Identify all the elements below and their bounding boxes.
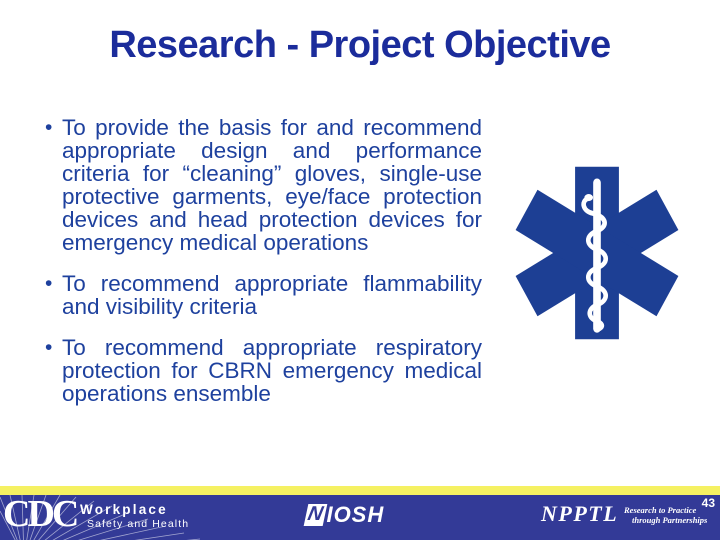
bullet-marker: • bbox=[45, 116, 53, 139]
bullet-marker: • bbox=[45, 336, 53, 359]
bullet-text: To recommend appropriate flammability and visibility criteria bbox=[62, 271, 482, 319]
npptl-logo: NPPTL bbox=[541, 501, 619, 526]
cdc-tagline bbox=[80, 502, 189, 530]
star-of-life-svg bbox=[514, 165, 680, 341]
cdc-tagline-line2: Safety and Health bbox=[87, 518, 190, 530]
footer-band bbox=[0, 495, 720, 540]
npptl-tagline-line1: Research to Practice bbox=[624, 505, 697, 515]
npptl-tagline-line2: through Partnerships bbox=[632, 514, 708, 525]
snake-head bbox=[584, 194, 593, 201]
slide-title: Research - Project Objective bbox=[109, 24, 611, 66]
niosh-logo bbox=[306, 502, 384, 528]
bullet-text: To recommend appropriate respiratory protection for CBRN emergency medical operations ensemble bbox=[62, 335, 482, 406]
niosh-logo-n-block: N bbox=[304, 504, 328, 526]
cdc-tagline-line1: Workplace bbox=[80, 502, 168, 517]
page-number: 43 bbox=[701, 496, 715, 510]
bullet-marker: • bbox=[45, 272, 53, 295]
niosh-logo-text: IOSH bbox=[326, 502, 385, 527]
bullet-list bbox=[45, 116, 482, 405]
footer-yellow-stripe bbox=[0, 486, 720, 495]
npptl-tagline bbox=[624, 506, 707, 525]
bullet-text: To provide the basis for and recommend appropriate design and performance criteria for “cleaning” gloves, single-use protective garments, eye/face protection devices and head protection devices for emergency medical operations bbox=[62, 115, 482, 255]
bullet-item bbox=[45, 336, 482, 405]
bullet-item bbox=[45, 272, 482, 318]
bullet-item bbox=[45, 116, 482, 254]
cdc-logo: CDC bbox=[3, 493, 77, 535]
star-of-life-icon bbox=[514, 165, 680, 341]
